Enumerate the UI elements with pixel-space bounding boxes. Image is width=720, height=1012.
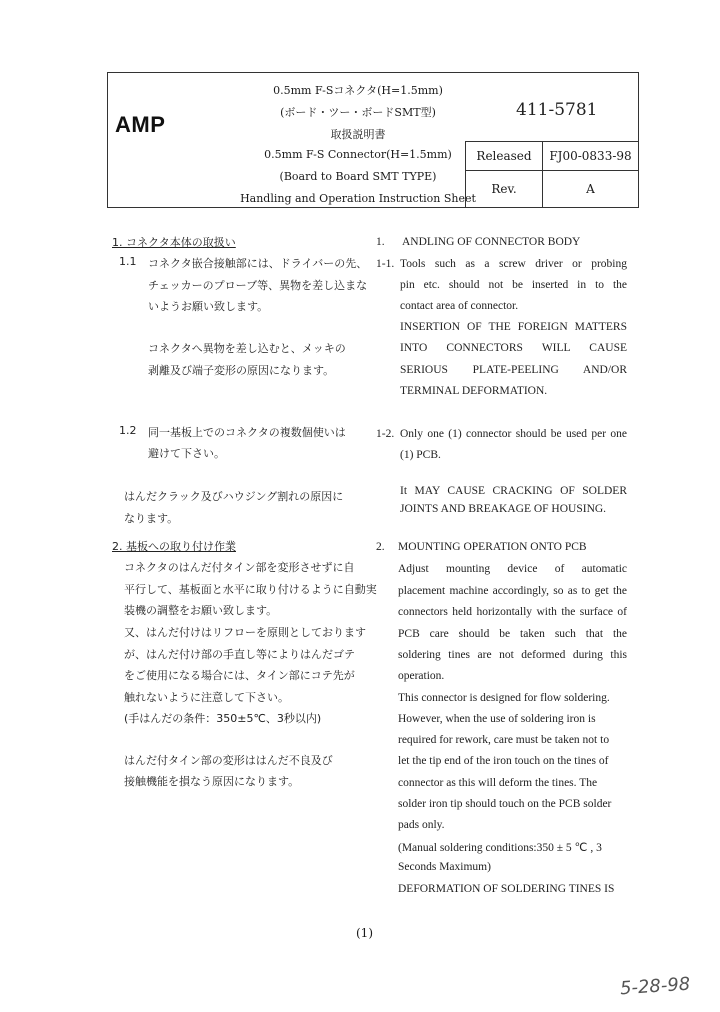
en-2-line-7: This connector is designed for flow soldering. <box>398 692 610 704</box>
amp-logo: AMP <box>115 112 166 137</box>
title-jp-line-3: 取扱説明書 <box>330 128 386 141</box>
en-1-1-note-4: TERMINAL DEFORMATION. <box>400 385 548 397</box>
en-2-line-5: soldering tines are not deformed during this <box>398 649 627 661</box>
title-jp-line-2: (ボード・ツー・ボードSMT型) <box>280 106 436 119</box>
en-2-line-12: solder iron tip should touch on the PCB solder <box>398 798 612 810</box>
en-2-line-10: let the tip end of the iron touch on the tines of <box>398 755 609 767</box>
title-en-line-3: Handling and Operation Instruction Sheet <box>240 192 476 205</box>
en-1-2-line-2: (1) PCB. <box>400 449 441 461</box>
en-2-line-2: placement machine accordingly, so as to get the <box>398 585 627 597</box>
jp-2-line-2-alt: 平行して、基板面と水平に取り付けるように自動実 <box>124 583 377 596</box>
en-1-1-note-3: SERIOUS PLATE-PEELING AND/OR <box>400 364 627 376</box>
en-section-2-title: MOUNTING OPERATION ONTO PCB <box>398 541 587 553</box>
title-en-line-2: (Board to Board SMT TYPE) <box>279 170 437 183</box>
jp-1-2-line-1: 同一基板上でのコネクタの複数個使いは <box>148 426 346 439</box>
rev-value: A <box>542 170 639 208</box>
en-1-1-note-2: INTO CONNECTORS WILL CAUSE <box>400 342 627 354</box>
en-section-1-title: ANDLING OF CONNECTOR BODY <box>402 236 581 248</box>
document-number: 411-5781 <box>516 100 598 120</box>
en-2-line-1: Adjust mounting device of automatic <box>398 563 627 575</box>
jp-2-line-1: コネクタのはんだ付タイン部を変形させずに自 <box>124 561 355 574</box>
en-2-line-8: However, when the use of soldering iron is <box>398 713 596 725</box>
jp-section-2-title: 2. 基板への取り付け作業 <box>112 540 236 553</box>
en-2-line-14: (Manual soldering conditions:350 ± 5 ℃ , 3 <box>398 842 602 854</box>
jp-2-line-3-alt: 装機の調整をお願い致します。 <box>124 604 278 617</box>
released-value: FJ00-0833-98 <box>542 141 639 171</box>
en-2-line-4: PCB care should be taken such that the <box>398 628 627 640</box>
jp-1-2-note-1: はんだクラック及びハウジング割れの原因に <box>124 490 344 503</box>
jp-1-1-line-2: チェッカーのプローブ等、異物を差し込まな <box>148 279 368 292</box>
jp-section-1-title: 1. コネクタ本体の取扱い <box>112 236 236 249</box>
en-2-line-15: Seconds Maximum) <box>398 861 491 873</box>
en-1-2-note-1: It MAY CAUSE CRACKING OF SOLDER <box>400 485 627 497</box>
jp-2-note-2: 接触機能を損なう原因になります。 <box>124 775 300 788</box>
jp-2-line-8: (手はんだの条件：350±5℃、3秒以内) <box>124 712 322 725</box>
jp-2-line-4: 又、はんだ付けはリフローを原則としております <box>124 626 366 639</box>
en-2-line-3: connectors held horizontally with the surface of <box>398 606 627 618</box>
title-en-line-1: 0.5mm F-S Connector(H=1.5mm) <box>264 148 452 161</box>
en-1-1-line-2: pin etc. should not be inserted in to the <box>400 279 627 291</box>
en-2-line-13: pads only. <box>398 819 445 831</box>
rev-label: Rev. <box>465 170 543 208</box>
en-1-1-number: 1-1. <box>376 258 395 270</box>
en-1-1-line-1: Tools such as a screw driver or probing <box>400 258 627 270</box>
en-2-line-11: connector as this will deform the tines. The <box>398 777 598 789</box>
en-1-2-line-1: Only one (1) connector should be used per one <box>400 428 627 440</box>
jp-1-2-number: 1.2 <box>119 424 137 437</box>
title-jp-line-1: 0.5mm F-Sコネクタ(H=1.5mm) <box>273 84 443 97</box>
jp-2-line-5: が、はんだ付け部の手直し等によりはんだゴテ <box>124 648 355 661</box>
jp-2-note-1: はんだ付タイン部の変形ははんだ不良及び <box>124 754 333 767</box>
page-number: (1) <box>356 926 373 940</box>
jp-1-1-note-2: 剥離及び端子変形の原因になります。 <box>148 364 335 377</box>
en-1-1-line-3: contact area of connector. <box>400 300 519 312</box>
released-label: Released <box>465 141 543 171</box>
jp-2-line-7: 触れないように注意して下さい。 <box>124 691 289 704</box>
en-2-line-16: DEFORMATION OF SOLDERING TINES IS <box>398 883 615 895</box>
en-1-1-note-1: INSERTION OF THE FOREIGN MATTERS <box>400 321 627 333</box>
jp-1-1-line-3: いようお願い致します。 <box>148 300 269 313</box>
jp-1-1-number: 1.1 <box>119 255 137 268</box>
en-section-2-number: 2. <box>376 541 385 553</box>
jp-1-2-line-2: 避けて下さい。 <box>148 447 225 460</box>
jp-1-1-note-1: コネクタへ異物を差し込むと、メッキの <box>148 342 346 355</box>
en-section-1-number: 1. <box>376 236 385 248</box>
handwritten-date: 5-28-98 <box>619 973 691 1000</box>
jp-1-2-note-2: なります。 <box>124 512 179 525</box>
en-1-2-number: 1-2. <box>376 428 395 440</box>
jp-2-line-6: をご使用になる場合には、タイン部にコテ先が <box>124 669 355 682</box>
release-table <box>465 141 639 208</box>
en-2-line-9: required for rework, care must be taken not to <box>398 734 610 746</box>
en-2-line-6: operation. <box>398 670 445 682</box>
en-1-2-note-2: JOINTS AND BREAKAGE OF HOUSING. <box>400 503 607 515</box>
jp-1-1-line-1: コネクタ嵌合接触部には、ドライバーの先、 <box>148 257 368 270</box>
